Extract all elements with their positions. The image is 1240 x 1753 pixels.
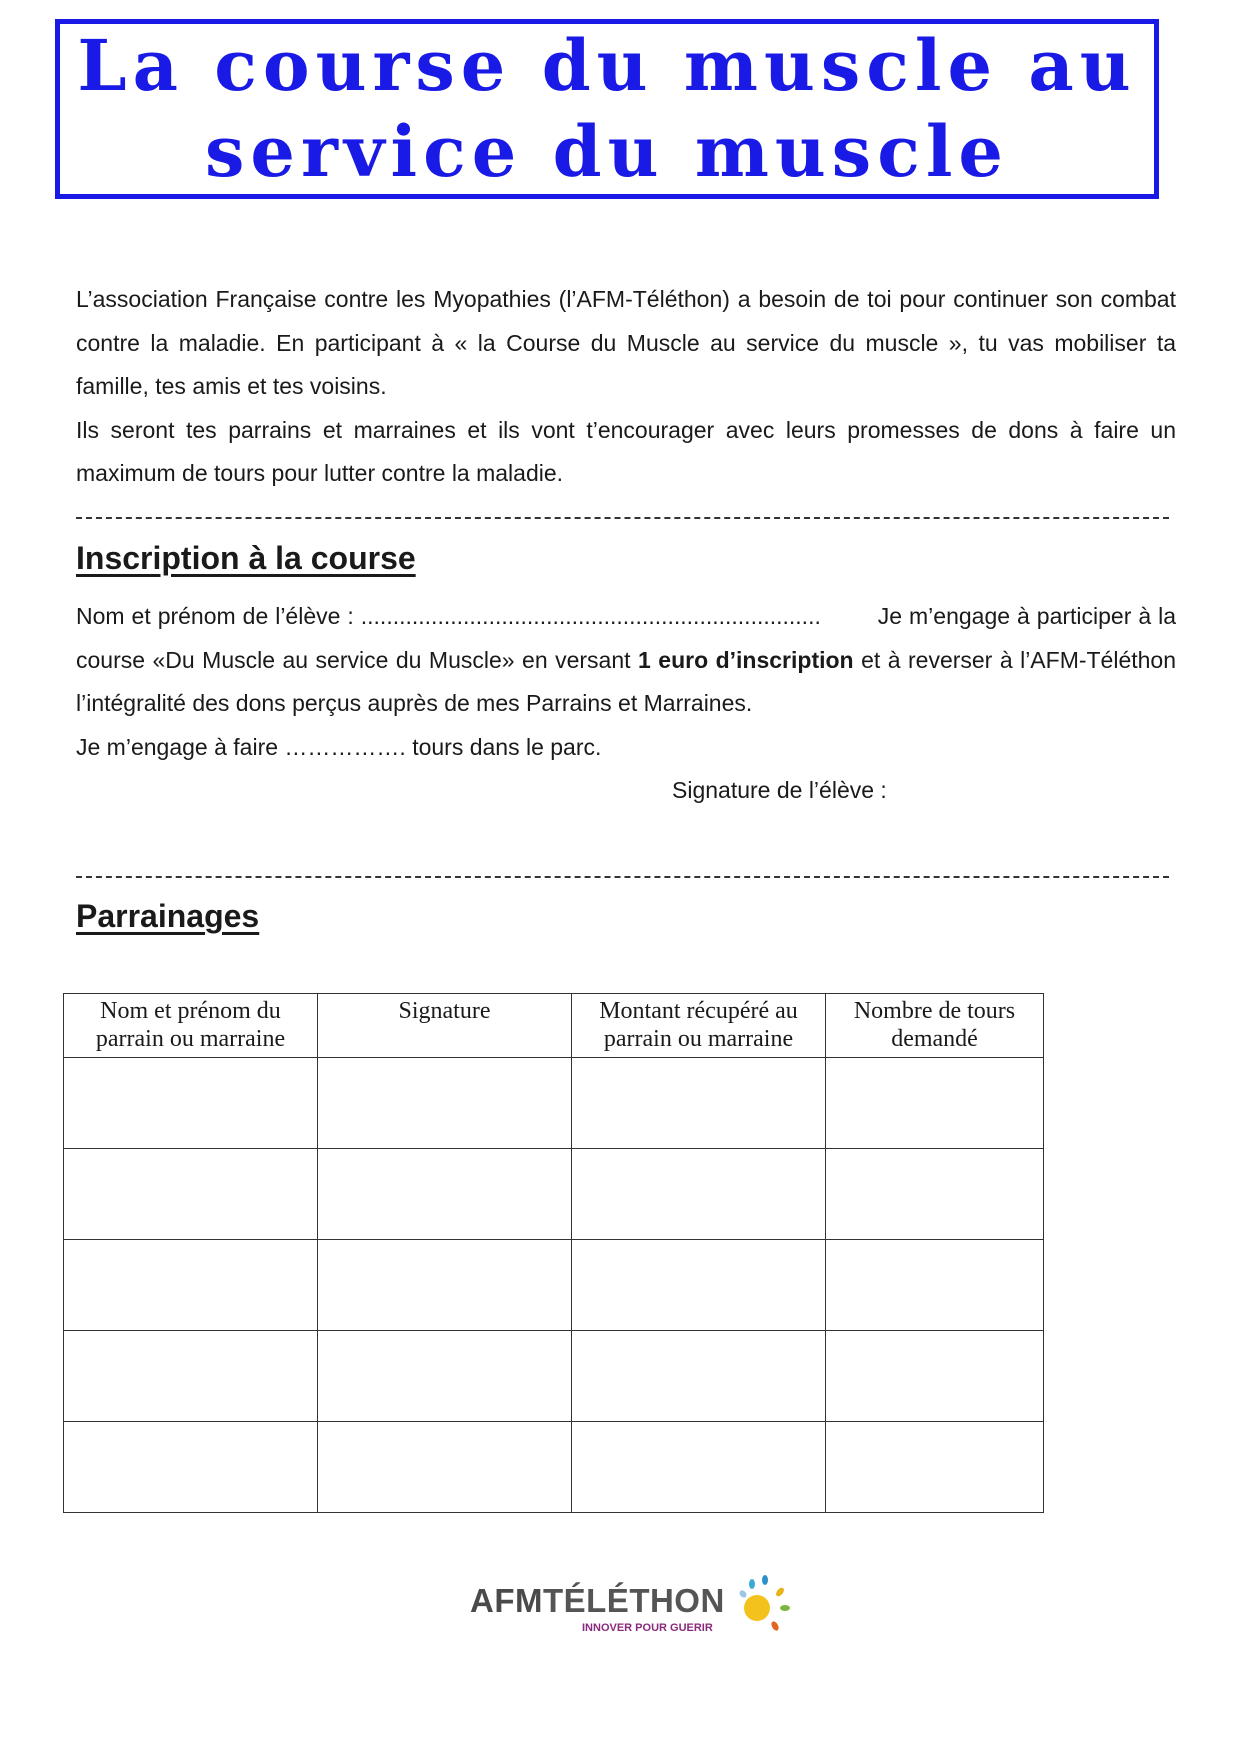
sun-icon (725, 1570, 795, 1640)
table-cell[interactable] (826, 1240, 1044, 1331)
column-header-signature: Signature (318, 994, 572, 1058)
student-name-label: Nom et prénom de l’élève : (76, 603, 354, 629)
table-row (64, 1331, 1044, 1422)
title-line-2: service du muscle (205, 110, 1009, 193)
table-cell[interactable] (64, 1331, 318, 1422)
registration-heading: Inscription à la course (76, 540, 416, 576)
intro-text (76, 278, 1176, 496)
table-cell[interactable] (64, 1240, 318, 1331)
sponsors-heading: Parrainages (76, 898, 260, 934)
dashed-separator-2 (76, 876, 1169, 878)
title-line-1: La course du muscle au (77, 24, 1137, 107)
table-cell[interactable] (318, 1058, 572, 1149)
sponsors-table-body (64, 1058, 1044, 1513)
column-header-laps: Nombre de tours demandé (826, 994, 1044, 1058)
logo-tagline: INNOVER POUR GUERIR (582, 1622, 713, 1634)
commitment-end: et à reverser à l’AFM-Téléthon l’intégralité des dons perçus auprès de mes Parrains et Marraines. (76, 646, 1177, 716)
table-cell[interactable] (826, 1422, 1044, 1513)
column-header-amount: Montant récupéré au parrain ou marraine (572, 994, 826, 1058)
table-cell[interactable] (826, 1058, 1044, 1149)
table-row (64, 1422, 1044, 1513)
dashed-separator-1 (76, 517, 1169, 519)
registration-commitment (76, 595, 1176, 726)
laps-label-end: tours dans le parc. (412, 733, 602, 760)
table-cell[interactable] (572, 1240, 826, 1331)
table-cell[interactable] (64, 1422, 318, 1513)
intro-paragraph-1: L’association Française contre les Myopathies (l’AFM-Téléthon) a besoin de toi pour continuer son combat contre la maladie. En participant à « la Course du Muscle au service du muscle », tu vas mobiliser ta famille, tes amis et tes voisins. (76, 286, 1176, 399)
table-cell[interactable] (318, 1331, 572, 1422)
table-cell[interactable] (826, 1331, 1044, 1422)
table-header-row (64, 994, 1044, 1058)
laps-label-start: Je m’engage à faire (76, 733, 279, 760)
table-cell[interactable] (64, 1149, 318, 1240)
table-cell[interactable] (318, 1149, 572, 1240)
table-cell[interactable] (64, 1058, 318, 1149)
title-box (55, 19, 1159, 199)
student-signature-label: Signature de l’élève : (672, 777, 887, 803)
registration-text (76, 595, 1176, 813)
table-row (64, 1240, 1044, 1331)
logo-wordmark: AFMTÉLÉTHON (470, 1582, 725, 1619)
laps-field[interactable]: ……………. (284, 733, 406, 760)
commitment-start: Je m’engage à participer à la course «Du Muscle au service du Muscle» en versant (76, 603, 1177, 673)
table-cell[interactable] (572, 1331, 826, 1422)
intro-paragraph-2: Ils seront tes parrains et marraines et ils vont t’encourager avec leurs promesses de dons à faire un maximum de tours pour lutter contre la maladie. (76, 416, 1176, 486)
table-row (64, 1149, 1044, 1240)
table-cell[interactable] (572, 1149, 826, 1240)
laps-commitment (76, 726, 1176, 770)
table-cell[interactable] (572, 1422, 826, 1513)
table-row (64, 1058, 1044, 1149)
student-name-field[interactable]: ........................................................................ (360, 603, 821, 629)
table-cell[interactable] (826, 1149, 1044, 1240)
sponsors-table (63, 993, 1044, 1513)
column-header-sponsor-name: Nom et prénom du parrain ou marraine (64, 994, 318, 1058)
table-cell[interactable] (318, 1240, 572, 1331)
table-cell[interactable] (572, 1058, 826, 1149)
table-cell[interactable] (318, 1422, 572, 1513)
registration-fee: 1 euro d’inscription (638, 646, 854, 673)
afm-telethon-logo (470, 1570, 790, 1640)
